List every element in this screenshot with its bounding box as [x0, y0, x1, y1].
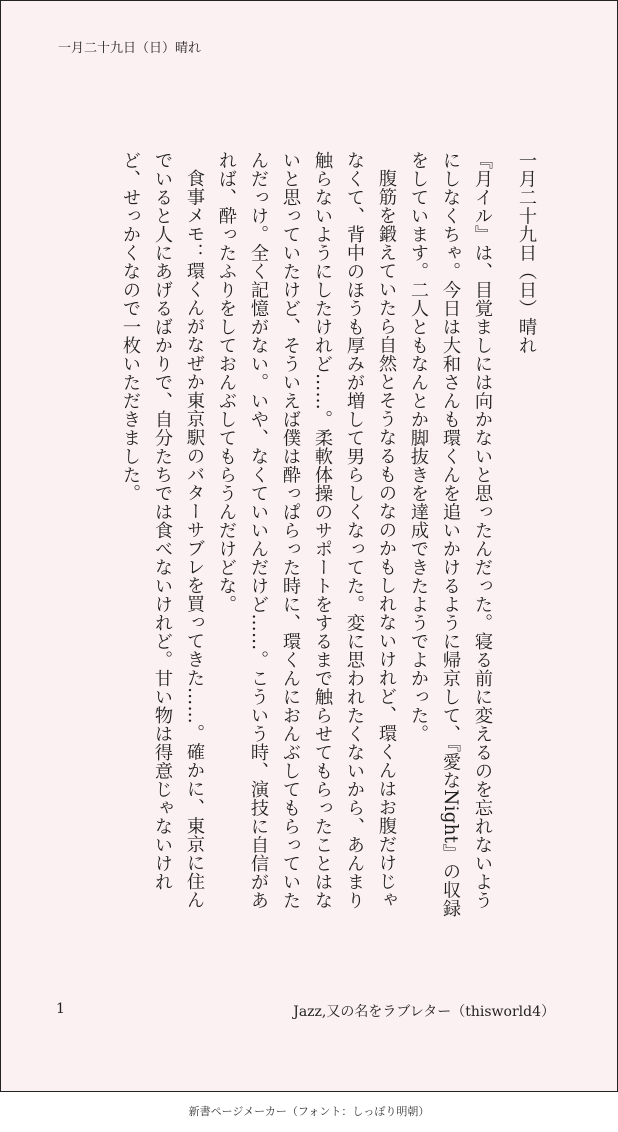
paragraph-1: 『月イル』は、目覚ましには向かないと思ったんだった。寝る前に変えるのを忘れないようにしなくちゃ。今日は大和さんも環くんを追いかけるように帰京して、『愛なNight』の収録をしています。二人ともなんとか脚抜きを達成できたようでよかった。 [408, 151, 493, 918]
paragraph-2: 腹筋を鍛えていたら自然とそうなるものなのかもしれないけれど、環くんはお腹だけじゃなくて、背中のほうも厚みが増して男らしくなってた。変に思われたくないから、あんまり触らないようにしたけれど……。柔軟体操のサポートをするまで触らせてもらったことはないと思っていたけど、そういえば僕は酔っぱらった時に、環くんにおんぶしてもらっていたんだっけ。全く記憶がない。いや、なくていいんだけど……。こういう時、演技に自信があれば、酔ったふりをしておんぶしてもらうんだけどな。 [216, 151, 397, 910]
running-header: 一月二十九日（日）晴れ [58, 41, 202, 56]
page-number: 1 [56, 1001, 65, 1017]
vertical-body-text [114, 151, 542, 921]
generator-credit: 新書ページメーカー（フォント：しっぽり明朝） [188, 1105, 430, 1118]
book-colophon: Jazz,又の名をラブレター（thisworld4） [293, 1004, 555, 1020]
paragraph-3: 食事メモ：環くんがなぜか東京駅のバターサブレを買ってきた……。確かに、東京に住んでいると人にあげるばかりで、自分たちでは食べないけれど。甘い物は得意じゃないけれど、せっかくなので一枚いただきました。 [120, 151, 205, 910]
entry-title: 一月二十九日（日）晴れ [516, 151, 537, 355]
